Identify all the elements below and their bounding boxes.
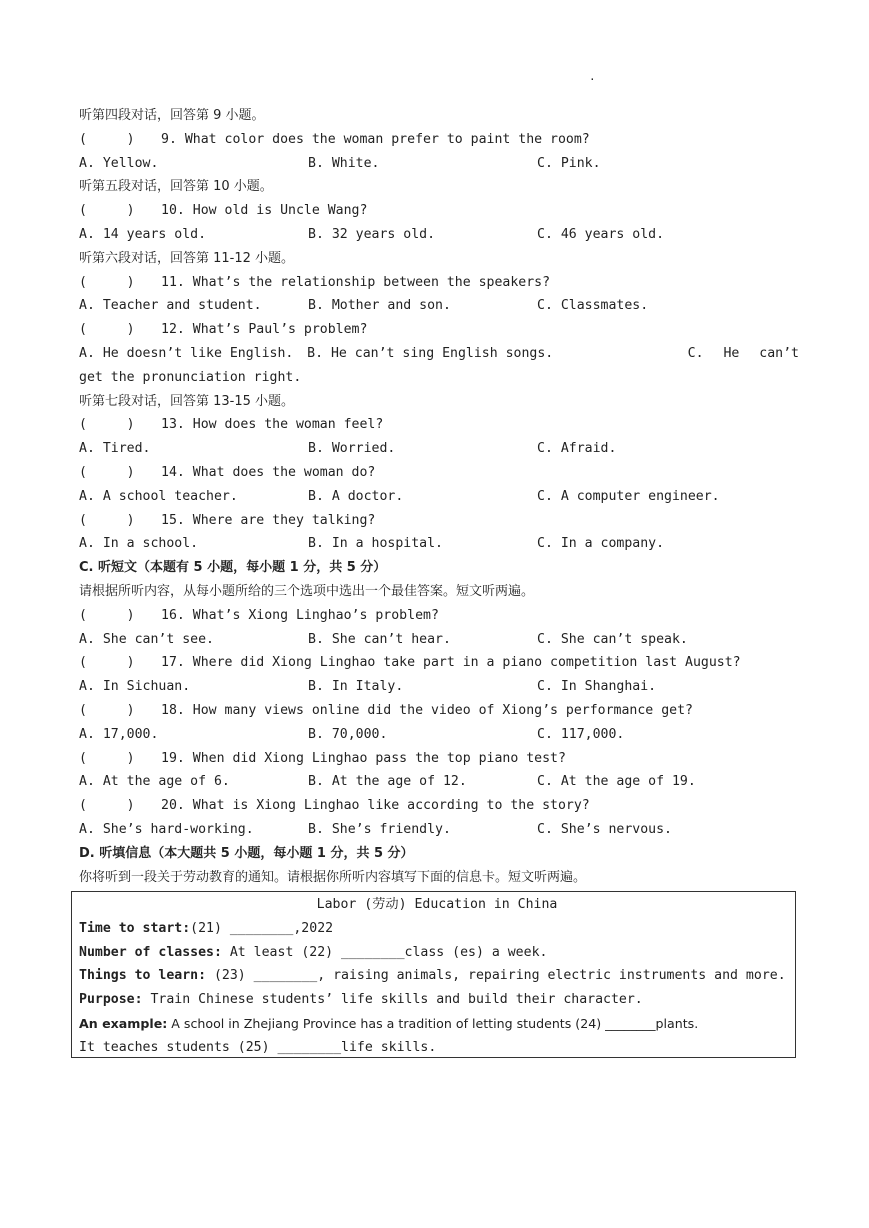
card-row-example (79, 1012, 795, 1036)
card-label: Time to start: (79, 920, 191, 936)
answer-blank[interactable]: ( ) (79, 464, 135, 480)
question-sheet (79, 104, 799, 889)
option-b: B. 32 years old. (308, 226, 436, 242)
question-text: 13. How does the woman feel? (161, 417, 384, 433)
option-a: A. She can’t see. (79, 631, 214, 647)
option-b: B. Worried. (308, 441, 396, 457)
option-c: C. 46 years old. (537, 226, 665, 242)
card-blank-22[interactable]: At least (22) ________class (es) a week. (221, 944, 548, 960)
options-19 (79, 770, 799, 794)
option-b: B. In Italy. (308, 679, 404, 695)
option-c: C. She’s nervous. (537, 821, 672, 837)
answer-blank[interactable]: ( ) (79, 131, 135, 147)
option-a: A. Teacher and student. (79, 298, 262, 314)
question-text: 18. How many views online did the video of Xiong’s performance get? (161, 702, 693, 718)
options-11 (79, 294, 799, 318)
option-c: C. She can’t speak. (537, 631, 688, 647)
option-c-continued: get the pronunciation right. (79, 369, 302, 385)
answer-blank[interactable]: ( ) (79, 607, 135, 623)
question-15 (79, 509, 799, 533)
information-card (71, 891, 796, 1058)
option-b: B. In a hospital. (308, 536, 443, 552)
question-9 (79, 128, 799, 152)
question-text: 17. Where did Xiong Linghao take part in a piano competition last August? (161, 655, 741, 671)
answer-blank[interactable]: ( ) (79, 274, 135, 290)
card-row-purpose (79, 988, 795, 1012)
option-b: B. She can’t hear. (308, 631, 451, 647)
question-14 (79, 461, 799, 485)
option-a: A. Yellow. (79, 155, 159, 171)
answer-blank[interactable]: ( ) (79, 798, 135, 814)
answer-blank[interactable]: ( ) (79, 750, 135, 766)
section-c-instruction: 请根据所听内容，从每小题所给的三个选项中选出一个最佳答案。短文听两遍。 (79, 583, 535, 599)
card-row-time (79, 917, 795, 941)
options-12 (79, 342, 799, 366)
dialogue-7-instruction: 听第七段对话，回答第 13-15 小题。 (79, 393, 295, 409)
question-12 (79, 318, 799, 342)
option-c: C. In Shanghai. (537, 679, 657, 695)
option-c: C. Classmates. (537, 298, 649, 314)
option-a: A. At the age of 6. (79, 774, 230, 790)
answer-blank[interactable]: ( ) (79, 417, 135, 433)
question-19 (79, 747, 799, 771)
dialogue-4-instruction: 听第四段对话，回答第 9 小题。 (79, 108, 265, 123)
option-c: C. He can’t (687, 345, 799, 361)
option-a: A. 14 years old. (79, 226, 207, 242)
question-10 (79, 199, 799, 223)
option-c: C. 117,000. (537, 726, 625, 742)
page-marker: . (589, 70, 596, 83)
options-18 (79, 723, 799, 747)
card-row-example-continued (79, 1036, 795, 1060)
question-17 (79, 651, 799, 675)
option-b: B. She’s friendly. (308, 821, 451, 837)
answer-blank[interactable]: ( ) (79, 203, 135, 219)
question-text: 11. What’s the relationship between the speakers? (161, 274, 551, 290)
dialogue-6-instruction: 听第六段对话，回答第 11-12 小题。 (79, 250, 295, 266)
option-a: A. 17,000. (79, 726, 159, 742)
question-20 (79, 794, 799, 818)
option-b: B. 70,000. (308, 726, 388, 742)
options-15 (79, 532, 799, 556)
options-10 (79, 223, 799, 247)
option-c: C. At the age of 19. (537, 774, 696, 790)
answer-blank[interactable]: ( ) (79, 322, 135, 338)
option-b: B. A doctor. (308, 488, 404, 504)
option-b: B. He can’t sing English songs. (307, 345, 554, 361)
option-a: A. In a school. (79, 536, 199, 552)
option-c: C. Pink. (537, 155, 601, 171)
question-16 (79, 604, 799, 628)
section-d-heading: D. 听填信息（本大题共 5 小题，每小题 1 分，共 5 分） (79, 845, 414, 861)
option-c: C. In a company. (537, 536, 665, 552)
option-a: A. She’s hard-working. (79, 821, 254, 837)
question-text: 15. Where are they talking? (161, 512, 376, 528)
options-20 (79, 818, 799, 842)
options-17 (79, 675, 799, 699)
option-b: B. White. (308, 155, 380, 171)
card-label: Purpose: (79, 992, 143, 1008)
options-9 (79, 152, 799, 176)
question-text: 10. How old is Uncle Wang? (161, 203, 368, 219)
question-text: 9. What color does the woman prefer to paint the room? (161, 131, 590, 147)
question-text: 16. What’s Xiong Linghao’s problem? (161, 607, 439, 623)
option-a: A. A school teacher. (79, 488, 238, 504)
answer-blank[interactable]: ( ) (79, 512, 135, 528)
question-text: 14. What does the woman do? (161, 464, 376, 480)
option-b: B. At the age of 12. (308, 774, 467, 790)
card-text: Train Chinese students’ life skills and build their character. (142, 992, 643, 1008)
dialogue-5-instruction: 听第五段对话，回答第 10 小题。 (79, 179, 273, 195)
card-blank-21[interactable]: (21) ________,2022 (190, 920, 334, 936)
question-text: 12. What’s Paul’s problem? (161, 322, 368, 338)
question-13 (79, 413, 799, 437)
options-13 (79, 437, 799, 461)
option-b: B. Mother and son. (308, 298, 451, 314)
question-11 (79, 271, 799, 295)
card-row-things (79, 964, 795, 988)
card-label: Things to learn: (79, 968, 207, 984)
question-18 (79, 699, 799, 723)
section-c-heading: C. 听短文（本题有 5 小题，每小题 1 分，共 5 分） (79, 560, 387, 576)
section-d-instruction: 你将听到一段关于劳动教育的通知。请根据你所听内容填写下面的信息卡。短文听两遍。 (79, 869, 587, 885)
option-a: A. Tired. (79, 441, 151, 457)
card-blank-23[interactable]: (23) ________, raising animals, repairing electric instruments and more. (206, 968, 786, 984)
card-blank-24[interactable]: A school in Zhejiang Province has a tradition of letting students (24) ________plants. (167, 1015, 699, 1031)
option-c: C. A computer engineer. (537, 488, 720, 504)
card-label: An example: (79, 1015, 168, 1031)
options-16 (79, 628, 799, 652)
card-label: Number of classes: (79, 944, 222, 960)
options-14 (79, 485, 799, 509)
card-title: Labor (劳动) Education in China (316, 897, 558, 912)
option-c: C. Afraid. (537, 441, 617, 457)
card-blank-25[interactable]: It teaches students (25) ________life skills. (79, 1039, 437, 1055)
option-a: A. He doesn’t like English. (79, 345, 294, 361)
option-a: A. In Sichuan. (79, 679, 191, 695)
answer-blank[interactable]: ( ) (79, 655, 135, 671)
question-text: 19. When did Xiong Linghao pass the top piano test? (161, 750, 566, 766)
answer-blank[interactable]: ( ) (79, 702, 135, 718)
card-row-classes (79, 941, 795, 965)
question-text: 20. What is Xiong Linghao like according to the story? (161, 798, 590, 814)
